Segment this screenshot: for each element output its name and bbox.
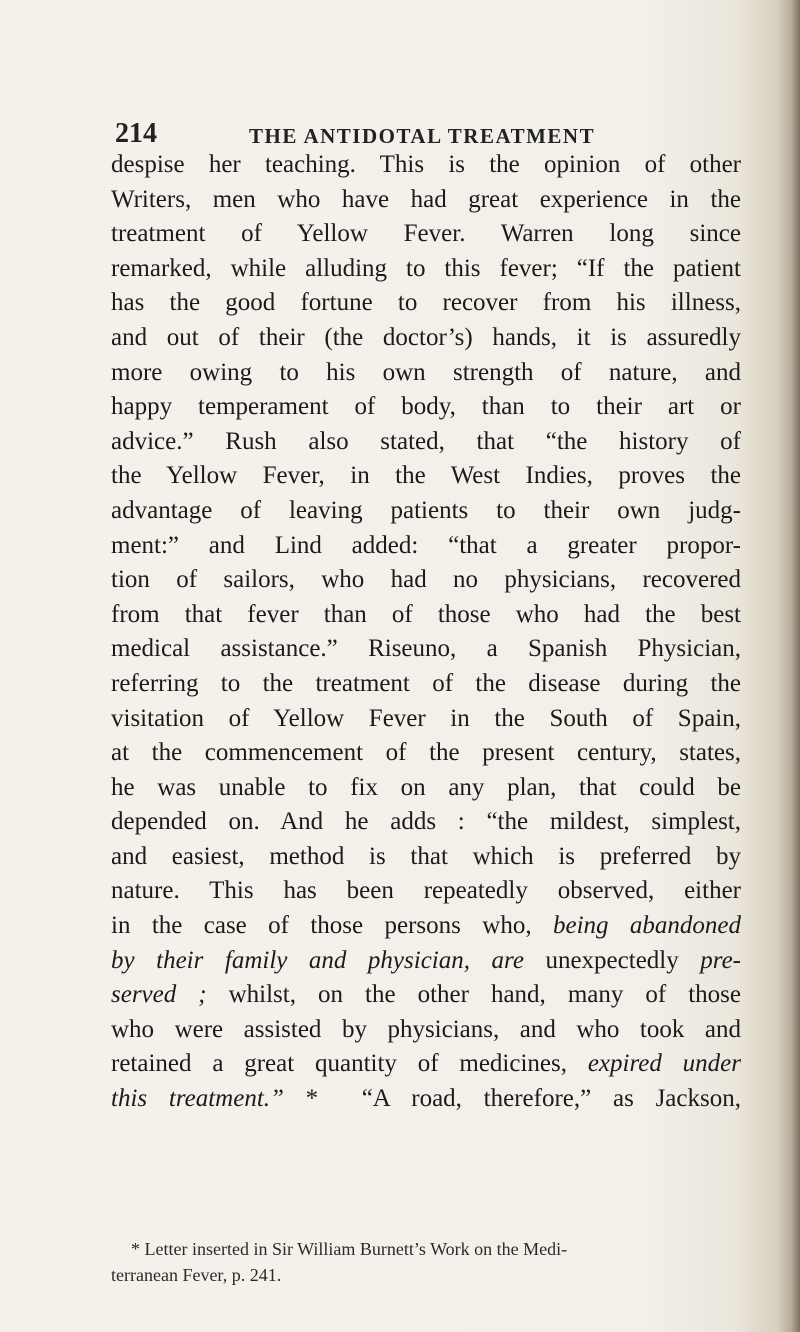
text-line: medical assistance.” Riseuno, a Spanish Physician, [111, 635, 741, 663]
italic-run: pre- [700, 946, 741, 974]
text-line-mixed [111, 1082, 741, 1117]
text-line-mixed [111, 909, 741, 944]
text-line: happy temperament of body, than to their art or [111, 393, 741, 421]
text-line: from that fever than of those who had the best [111, 600, 741, 628]
text-run: retained a great quantity of medicines, [111, 1050, 588, 1078]
text-line: remarked, while alluding to this fever; “If the patient [111, 254, 741, 282]
text-line: advantage of leaving patients to their own judg- [111, 496, 741, 524]
text-line: advice.” Rush also stated, that “the history of [111, 427, 741, 455]
text-line: ment:” and Lind added: “that a greater propor- [111, 531, 741, 559]
text-line: visitation of Yellow Fever in the South of Spain, [111, 704, 741, 732]
text-line: has the good fortune to recover from his illness, [111, 289, 741, 317]
text-line: and out of their (the doctor’s) hands, it is assuredly [111, 323, 741, 351]
text-line: who were assisted by physicians, and who took and [111, 1015, 741, 1043]
text-line: he was unable to fix on any plan, that could be [111, 773, 741, 801]
text-line-mixed [111, 944, 741, 979]
text-line: the Yellow Fever, in the West Indies, proves the [111, 462, 741, 490]
footnote [111, 1236, 741, 1288]
text-line: Writers, men who have had great experience in the [111, 185, 741, 213]
text-line: nature. This has been repeatedly observed, either [111, 877, 741, 905]
text-line: more owing to his own strength of nature, and [111, 358, 741, 386]
text-line-mixed [111, 1047, 741, 1082]
footnote-line: terranean Fever, p. 241. [111, 1265, 282, 1285]
page-edge-shadow [778, 0, 800, 1332]
text-line: treatment of Yellow Fever. Warren long since [111, 220, 741, 248]
italic-run: served ; [111, 981, 207, 1009]
italic-run: being abandoned [552, 912, 741, 940]
footnote-line: * Letter inserted in Sir William Burnett’s Work on the Medi- [131, 1239, 568, 1259]
running-title: THE ANTIDOTAL TREATMENT [249, 124, 596, 148]
text-run: whilst, on the other hand, many of those [206, 981, 741, 1009]
text-line: tion of sailors, who had no physicians, recovered [111, 566, 741, 594]
text-line: at the commencement of the present century, states, [111, 739, 741, 767]
text-line-mixed [111, 978, 741, 1013]
body-text [111, 148, 741, 1117]
text-run: in the case of those persons who, [111, 912, 553, 940]
italic-run: by their family and physician, are [111, 946, 524, 974]
text-run: unexpectedly [523, 946, 701, 974]
italic-run: this treatment.” [111, 1085, 284, 1113]
text-line: despise her teaching. This is the opinion of other [111, 151, 741, 178]
italic-run: expired under [587, 1050, 741, 1078]
text-line: and easiest, method is that which is preferred by [111, 842, 741, 870]
text-line: depended on. And he adds : “the mildest, simplest, [111, 808, 741, 836]
page-number: 214 [115, 118, 157, 149]
text-run: * “A road, therefore,” as Jackson, [283, 1085, 741, 1113]
text-line: referring to the treatment of the disease during the [111, 669, 741, 697]
